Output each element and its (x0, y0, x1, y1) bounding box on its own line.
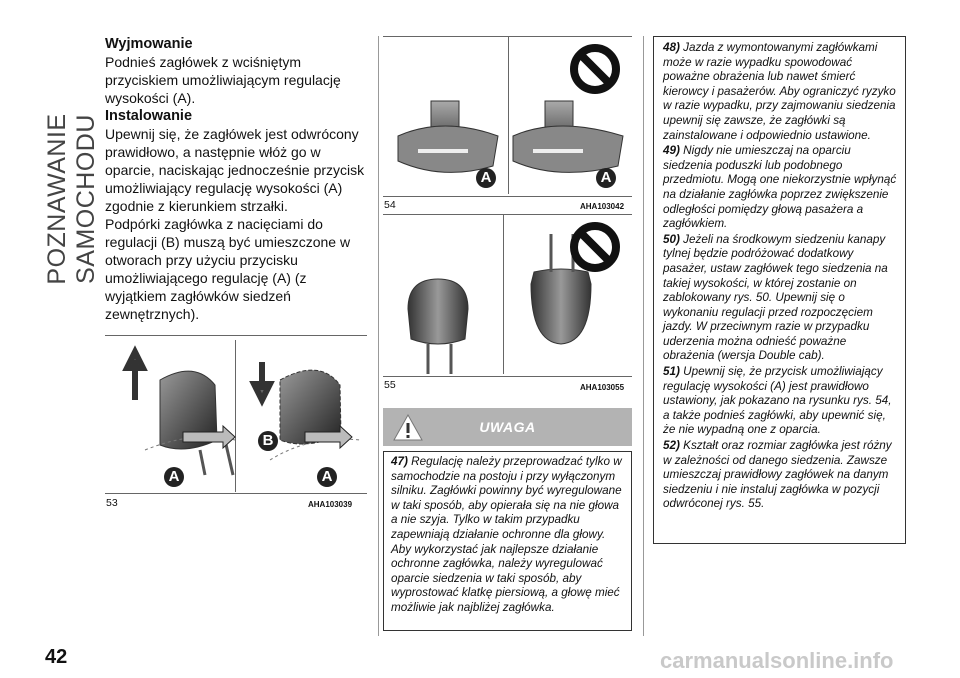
note-text: Kształt oraz rozmiar zagłówka jest różny w zależności od danego siedzenia. Zawsze umieszczaj prawidłowy zagłówek na danym siedzeniu i nie instaluj zagłówka w pozycji odwróconej rys. 55. (663, 439, 892, 511)
figure-54-label-a-right: A (596, 168, 616, 188)
warning-note-number: 47) (391, 455, 408, 468)
note-number: 48) (663, 41, 680, 54)
figure-53-number: 53 (106, 497, 118, 509)
page-number: 42 (45, 646, 68, 668)
note-item (663, 233, 897, 364)
note-number: 49) (663, 144, 680, 158)
watermark: carmanualsonline.info (660, 648, 894, 673)
section-side-title (43, 20, 100, 340)
note-item (663, 144, 897, 232)
warning-header (383, 408, 632, 446)
warning-note (391, 455, 623, 616)
note-item (663, 41, 897, 143)
notes-box (653, 36, 906, 544)
warning-note-text: Regulację należy przeprowadzać tylko w samochodzie na postoju i przy wyłączonym silniku. Zagłówki powinny być wyregulowane w taki sposób, aby opierała się na nie głowa a nie szyja. Tylko w takim przypadku zapewniają działanie ochronne dla głowy. Aby wykorzystać jak najlepsze działanie ochronne zagłówka, należy wyregulować oparcie siedzenia w taki sposób, aby wyprostować klatkę piersiową, a głowę mieć możliwie jak najbliżej zagłówka. (391, 455, 622, 614)
figure-55-prohibited-icon (570, 222, 620, 272)
figure-55-code: AHA103055 (580, 383, 625, 392)
figure-54-label-a-left: A (476, 168, 496, 188)
figure-54-number: 54 (384, 199, 396, 211)
figure-55-number: 55 (384, 379, 396, 391)
note-number: 52) (663, 439, 680, 453)
note-item (663, 439, 897, 512)
heading-removal: Wyjmowanie (105, 36, 193, 52)
figure-53-bottom-rule (105, 493, 367, 494)
figure-54-prohibited-icon (570, 44, 620, 94)
figure-53-label-b: B (258, 431, 278, 451)
figure-53-code: AHA103039 (308, 500, 353, 509)
note-item (663, 365, 897, 438)
column-divider-2 (643, 36, 644, 636)
note-text: Nigdy nie umieszczaj na oparciu siedzenia poduszki lub podobnego przedmiotu. Mogą one niekorzystnie wpłynąć na działanie zagłówka poprzez zwiększenie odległości pomiędzy głową pasażera a zagłówkiem. (663, 144, 897, 231)
paragraph-installation-2: Podpórki zagłówka z nacięciami do regulacji (B) muszą być umieszczone w otworach przy użyciu przycisku umożliwiającego regulację (A) (z wyjątkiem zagłówków siedzeń zewnętrznych). (105, 216, 351, 322)
note-text: Jeżeli na środkowym siedzeniu kanapy tylnej będzie podróżować dodatkowy pasażer, ustaw zagłówek tego siedzenia na takiej wysokości, w której zostanie on zablokowany rys. 50. Upewnij się o wykonaniu regulacji przed rozpoczęciem jazdy. W przeciwnym razie w przypadku uderzenia można odnieść poważne obrażenia (wersja Double cab). (663, 232, 888, 363)
figure-55-bottom-rule (383, 376, 632, 377)
figure-53-label-a-right: A (317, 467, 337, 487)
warning-title: UWAGA (479, 419, 536, 435)
note-text: Upewnij się, że przycisk umożliwiający regulację wysokości (A) jest prawidłowo ustawiony, jak pokazano na rysunku rys. 54, a także podnieś zagłówki, aby upewnić się, że nie wypadną one z oparcia. (663, 365, 892, 437)
heading-installation: Instalowanie (105, 108, 193, 124)
section-side-title-text: POZNAWANIE SAMOCHODU (43, 113, 100, 285)
figure-53-label-a-left: A (164, 467, 184, 487)
instructions-column (105, 35, 367, 323)
column-divider-1 (378, 36, 379, 636)
paragraph-removal: Podnieś zagłówek z wciśniętym przyciskiem umożliwiającym regulację wysokości (A). (105, 54, 341, 106)
figure-54-code: AHA103042 (580, 202, 625, 211)
figure-54-bottom-rule (383, 196, 632, 197)
note-text: Jazda z wymontowanymi zagłówkami może w razie wypadku spowodować poważne obrażenia lub nawet śmierć kierowcy i pasażerów. Aby ograniczyć ryzyko w razie wypadku, przy zajmowaniu siedzenia upewnij się zawsze, że zagłówki są zainstalowane i odpowiednio ustawione. (663, 41, 896, 142)
note-number: 51) (663, 365, 680, 379)
warning-box (383, 451, 632, 631)
note-number: 50) (663, 232, 680, 246)
figure-53-top-rule (105, 335, 367, 336)
paragraph-installation-1: Upewnij się, że zagłówek jest odwrócony prawidłowo, a następnie włóż go w oparcie, naciskając jednocześnie przycisk umożliwiający regulację wysokości (A) zgodnie z kierunkiem strzałki. (105, 126, 365, 214)
